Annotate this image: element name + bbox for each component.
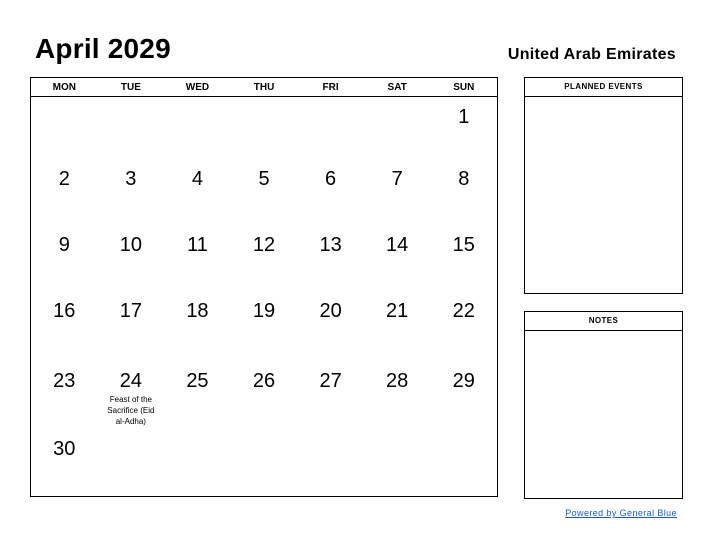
- day-cell: [297, 361, 364, 429]
- day-cell: [430, 429, 497, 495]
- planned-events-panel: [524, 77, 683, 294]
- day-cell: [231, 159, 298, 225]
- day-number: 11: [187, 234, 208, 256]
- day-cell: [98, 159, 165, 225]
- calendar-weeks: [31, 97, 497, 495]
- day-number: 25: [186, 370, 209, 392]
- day-number: 10: [119, 234, 142, 256]
- day-cell: [164, 291, 231, 361]
- day-number: 29: [452, 370, 475, 392]
- day-cell: [297, 429, 364, 495]
- day-cell: [231, 225, 298, 291]
- day-number: 7: [391, 168, 403, 190]
- day-cell: [430, 225, 497, 291]
- day-cell: [364, 361, 431, 429]
- day-number: 5: [258, 168, 270, 190]
- day-number: 18: [186, 300, 209, 322]
- day-number: 12: [252, 234, 276, 256]
- day-number: 26: [252, 370, 276, 392]
- day-number: 24: [119, 370, 142, 392]
- planned-events-title: PLANNED EVENTS: [525, 78, 682, 97]
- day-cell: [430, 159, 497, 225]
- notes-panel: [524, 311, 683, 499]
- day-cell: [31, 159, 98, 225]
- day-cell: [430, 361, 497, 429]
- calendar-grid: [30, 77, 498, 497]
- day-number: 16: [53, 300, 76, 322]
- day-cell: [297, 291, 364, 361]
- calendar-week: [31, 361, 497, 429]
- day-number: 15: [452, 234, 475, 256]
- day-cell: [297, 225, 364, 291]
- notes-title: NOTES: [525, 312, 682, 331]
- day-cell: [31, 225, 98, 291]
- day-of-week-header: [31, 78, 497, 97]
- day-number: 20: [319, 300, 342, 322]
- dow-sat: SAT: [387, 82, 407, 93]
- day-cell: [164, 361, 231, 429]
- day-number: 9: [58, 234, 70, 256]
- day-number: 3: [125, 168, 137, 190]
- day-cell: [297, 159, 364, 225]
- day-cell: [364, 225, 431, 291]
- day-cell: [98, 361, 165, 429]
- day-cell: [98, 97, 165, 159]
- calendar-week: [31, 291, 497, 361]
- day-cell: [364, 159, 431, 225]
- day-number: 8: [458, 168, 470, 190]
- day-cell: [231, 97, 298, 159]
- day-cell: [164, 159, 231, 225]
- day-cell: [31, 97, 98, 159]
- day-number: 1: [458, 106, 470, 128]
- day-cell: [430, 97, 497, 159]
- day-cell: [364, 97, 431, 159]
- day-event-label: Feast of the Sacrifice (Eid al-Adha): [107, 395, 155, 426]
- day-cell: [364, 429, 431, 495]
- day-cell: [164, 429, 231, 495]
- dow-tue: TUE: [120, 82, 141, 93]
- day-cell: [231, 291, 298, 361]
- page-title: April 2029: [35, 33, 171, 64]
- day-cell: [164, 97, 231, 159]
- dow-sun: SUN: [453, 82, 475, 93]
- day-cell: [297, 97, 364, 159]
- day-number: 27: [319, 370, 342, 392]
- day-cell: [430, 291, 497, 361]
- day-cell: [98, 225, 165, 291]
- dow-mon: MON: [52, 82, 76, 93]
- dow-fri: FRI: [322, 82, 339, 93]
- day-number: 22: [452, 300, 475, 322]
- calendar-week: [31, 225, 497, 291]
- day-cell: [364, 291, 431, 361]
- powered-by-link[interactable]: Powered by General Blue: [565, 508, 677, 518]
- calendar-week: [31, 429, 497, 495]
- day-cell: [231, 429, 298, 495]
- day-number: 28: [386, 370, 409, 392]
- day-cell: [31, 429, 98, 495]
- day-number: 6: [325, 168, 337, 190]
- day-cell: [164, 225, 231, 291]
- day-cell: [231, 361, 298, 429]
- day-number: 23: [53, 370, 76, 392]
- day-cell: [98, 291, 165, 361]
- day-number: 2: [58, 168, 70, 190]
- dow-wed: WED: [185, 82, 210, 93]
- day-cell: [31, 291, 98, 361]
- day-number: 21: [386, 300, 409, 322]
- calendar-week: [31, 97, 497, 159]
- day-cell: [31, 361, 98, 429]
- day-number: 19: [252, 300, 276, 322]
- day-number: 30: [53, 438, 76, 460]
- calendar-week: [31, 159, 497, 225]
- country-label: United Arab Emirates: [507, 46, 676, 63]
- day-cell: [98, 429, 165, 495]
- day-number: 4: [191, 168, 203, 190]
- dow-thu: THU: [253, 82, 275, 93]
- day-number: 14: [386, 234, 409, 256]
- day-number: 13: [319, 234, 342, 256]
- day-number: 17: [119, 300, 142, 322]
